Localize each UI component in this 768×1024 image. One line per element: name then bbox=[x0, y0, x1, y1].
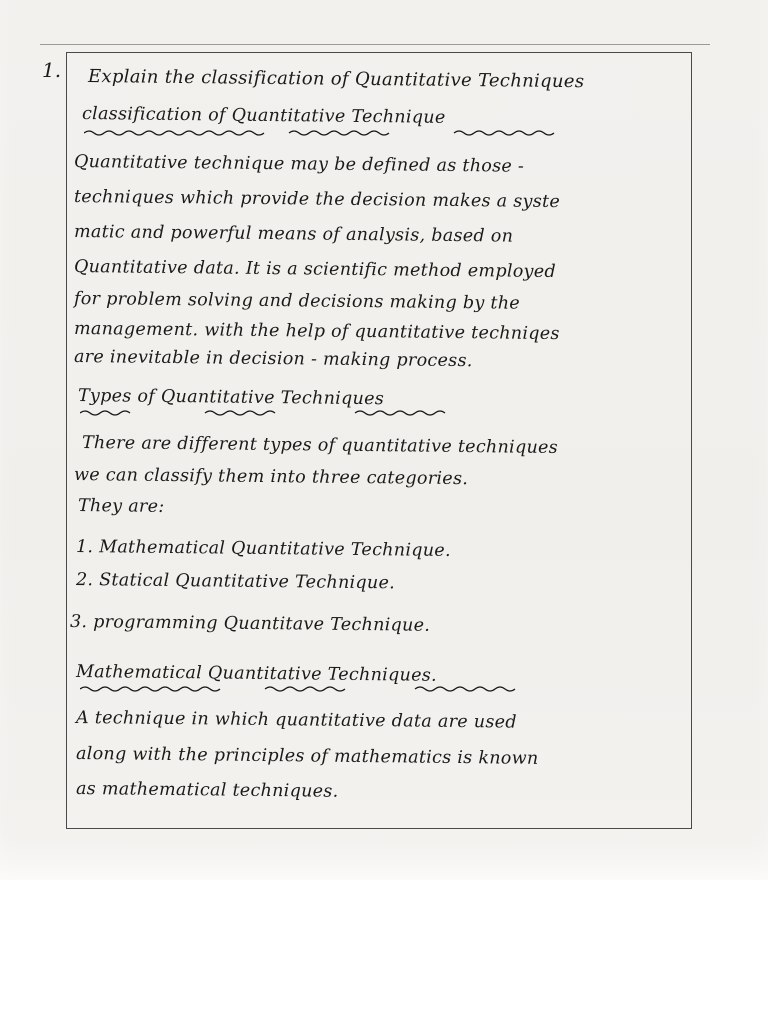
page-top-rule bbox=[40, 44, 710, 45]
paragraph-line-1: Quantitative technique may be defined as those - bbox=[73, 152, 525, 177]
list-item-1: 1. Mathematical Quantitative Technique. bbox=[75, 537, 451, 561]
heading-mathematical: Mathematical Quantitative Techniques. bbox=[75, 662, 438, 686]
paragraph-line-4: Quantitative data. It is a scientific method employed bbox=[73, 257, 557, 283]
paragraph3-line-1: A technique in which quantitative data are used bbox=[75, 708, 517, 733]
mathematical-heading-underline bbox=[80, 684, 560, 692]
paragraph-line-7: are inevitable in decision - making process. bbox=[73, 347, 473, 372]
paragraph2-line-2: we can classify them into three categories. bbox=[73, 465, 469, 490]
heading-underline bbox=[84, 128, 564, 136]
list-item-2: 2. Statical Quantitative Technique. bbox=[75, 570, 396, 594]
question-number: 1. bbox=[42, 58, 62, 82]
paragraph-line-3: matic and powerful means of analysis, based on bbox=[73, 222, 514, 247]
list-item-3: 3. programming Quantitave Technique. bbox=[69, 612, 431, 636]
paragraph2-line-3: They are: bbox=[77, 496, 165, 517]
heading-types: Types of Quantitative Techniques bbox=[77, 386, 385, 410]
paragraph3-line-2: along with the principles of mathematics is known bbox=[75, 744, 539, 769]
paragraph-line-5: for problem solving and decisions making by the bbox=[73, 289, 521, 314]
question-text: Explain the classification of Quantitative Techniques bbox=[87, 66, 585, 93]
paragraph3-line-3: as mathematical techniques. bbox=[75, 779, 339, 802]
paragraph-line-2: techniques which provide the decision makes a syste bbox=[73, 187, 561, 213]
heading-classification: classification of Quantitative Technique bbox=[81, 104, 446, 128]
paragraph2-line-1: There are different types of quantitative techniques bbox=[81, 433, 559, 458]
paragraph-line-6: management. with the help of quantitative techniqes bbox=[73, 319, 560, 345]
types-heading-underline bbox=[80, 408, 460, 416]
